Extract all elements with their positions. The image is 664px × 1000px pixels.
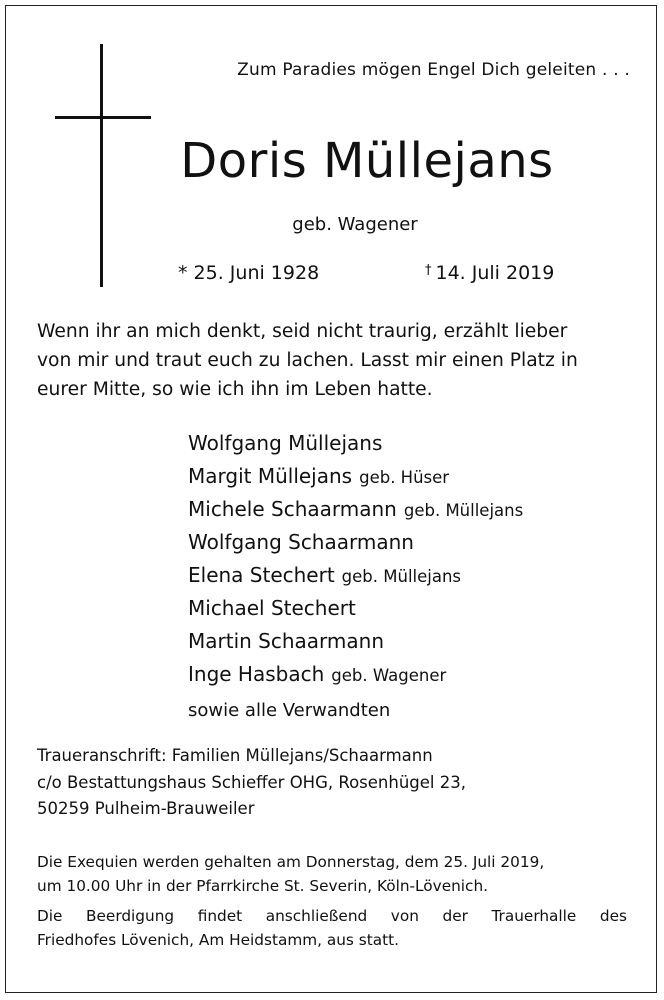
mourner (188, 559, 628, 592)
address-line: 50259 Pulheim-Brauweiler (37, 799, 255, 818)
burial-line: Die Beerdigung findet anschließend von der Trauerhalle des (37, 907, 627, 925)
mourner-nee: geb. Hüser (359, 468, 450, 487)
verse-line: von mir und traut euch zu lachen. Lasst mir einen Platz in (37, 350, 578, 371)
ceremony-info (37, 851, 627, 952)
mourner-nee: geb. Müllejans (403, 501, 524, 520)
mourners-list (188, 427, 628, 727)
mourner (188, 658, 628, 691)
mourner-name: Wolfgang Müllejans (188, 431, 383, 455)
dagger-icon: † (425, 263, 432, 278)
ceremony-line: um 10.00 Uhr in der Pfarrkirche St. Severin, Köln-Lövenich. (37, 876, 489, 895)
mourning-address (37, 743, 627, 823)
mourner-name: Michael Stechert (188, 596, 356, 620)
mourner (188, 427, 628, 460)
birth-date: * 25. Juni 1928 (178, 262, 320, 284)
cross-vertical-bar (100, 44, 103, 287)
mourner-name: Inge Hasbach (188, 662, 325, 686)
verse-line: eurer Mitte, so wie ich ihn im Leben hatte. (37, 379, 433, 400)
deceased-name: Doris Müllejans (180, 133, 554, 189)
mourner-name: Michele Schaarmann (188, 497, 397, 521)
mourners-tail: sowie alle Verwandten (188, 700, 391, 721)
mourner-name: Martin Schaarmann (188, 629, 385, 653)
mourner (188, 592, 628, 625)
mourner (188, 493, 628, 526)
mourner (188, 526, 628, 559)
motto: Zum Paradies mögen Engel Dich geleiten . . . (237, 60, 630, 80)
mourner-nee: geb. Müllejans (341, 567, 462, 586)
address-line: c/o Bestattungshaus Schieffer OHG, Rosenhügel 23, (37, 772, 466, 792)
mourner (188, 460, 628, 493)
mourner-nee: geb. Wagener (331, 666, 447, 685)
cross-horizontal-bar (55, 116, 151, 119)
verse-line: Wenn ihr an mich denkt, seid nicht traurig, erzählt lieber (37, 321, 568, 342)
maiden-name: geb. Wagener (292, 214, 418, 235)
mourner-name: Elena Stechert (188, 563, 335, 587)
death-line (425, 262, 554, 284)
death-date: 14. Juli 2019 (435, 262, 555, 284)
mourner (188, 625, 628, 658)
mourner-name: Margit Müllejans (188, 464, 353, 488)
ceremony-line: Die Exequien werden gehalten am Donnerstag, dem 25. Juli 2019, (37, 853, 545, 871)
address-line: Traueranschrift: Familien Müllejans/Schaarmann (37, 746, 433, 765)
burial-line: Friedhofes Lövenich, Am Heidstamm, aus statt. (37, 930, 399, 949)
verse (37, 317, 627, 404)
mourner-name: Wolfgang Schaarmann (188, 530, 414, 554)
